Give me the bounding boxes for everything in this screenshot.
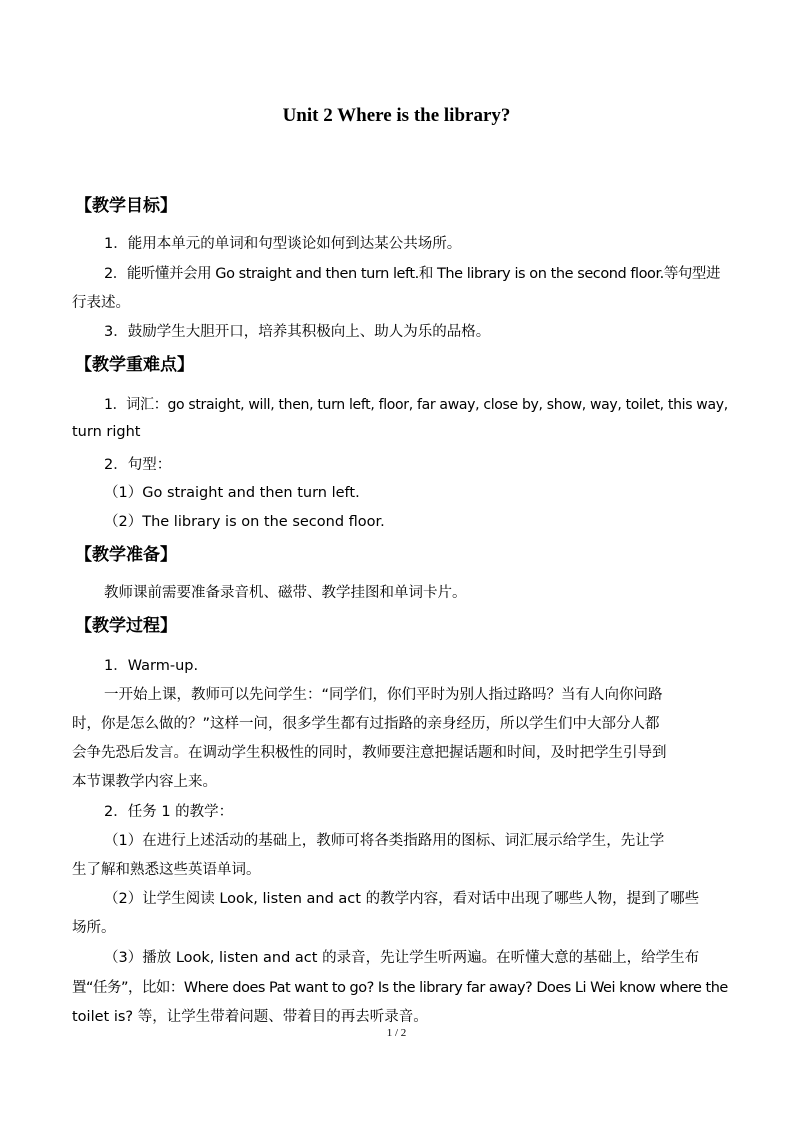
heading-process: 【教学过程】	[75, 616, 177, 636]
process-line-6: 2．任务 1 的教学：	[104, 804, 234, 820]
process-line-7: （1）在进行上述活动的基础上，教师可将各类指路用的图标、词汇展示给学生，先让学	[104, 833, 665, 849]
preparation-line-1: 教师课前需要准备录音机、磁带、教学挂图和单词卡片。	[104, 585, 467, 601]
heading-preparation: 【教学准备】	[75, 545, 177, 565]
heading-key-points: 【教学重难点】	[75, 355, 194, 375]
heading-objectives: 【教学目标】	[75, 196, 177, 216]
objectives-line-3: 行表述。	[72, 295, 130, 311]
key-points-line-5: （2）The library is on the second floor.	[104, 514, 385, 530]
objectives-line-4: 3．鼓励学生大胆开口，培养其积极向上、助人为乐的品格。	[104, 324, 491, 340]
key-points-line-1: 1．词汇：go straight, will, then, turn left, floor, far away, close by, show, way, toilet, this way,	[104, 397, 728, 413]
process-line-1: 1．Warm-up.	[104, 658, 199, 674]
process-line-13: toilet is? 等，让学生带着问题、带着目的再去听录音。	[72, 1009, 428, 1025]
process-line-10: 场所。	[72, 920, 116, 936]
process-line-11: （3）播放 Look, listen and act 的录音，先让学生听两遍。在听懂大意的基础上，给学生布	[104, 950, 700, 966]
process-line-9: （2）让学生阅读 Look, listen and act 的教学内容，看对话中出现了哪些人物，提到了哪些	[104, 891, 700, 907]
process-line-4: 会争先恐后发言。在调动学生积极性的同时，教师要注意把握话题和时间，及时把学生引导到	[72, 745, 667, 761]
process-line-12: 置“任务”，比如：Where does Pat want to go? Is the library far away? Does Li Wei know where the	[72, 980, 728, 996]
objectives-line-2: 2．能听懂并会用 Go straight and then turn left.和 The library is on the second floor.等句型进	[104, 266, 721, 282]
objectives-line-1: 1．能用本单元的单词和句型谈论如何到达某公共场所。	[104, 236, 462, 252]
page-number: 1 / 2	[386, 1027, 407, 1039]
process-line-2: 一开始上课，教师可以先问学生：“同学们，你们平时为别人指过路吗？当有人向你问路	[104, 687, 663, 703]
key-points-line-3: 2．句型：	[104, 457, 172, 473]
key-points-line-4: （1）Go straight and then turn left.	[104, 485, 360, 501]
process-line-3: 时，你是怎么做的？”这样一问，很多学生都有过指路的亲身经历，所以学生们中大部分人都	[72, 716, 660, 732]
document-title: Unit 2 Where is the library?	[282, 105, 511, 126]
key-points-line-2: turn right	[72, 424, 141, 440]
process-line-5: 本节课教学内容上来。	[72, 774, 217, 790]
process-line-8: 生了解和熟悉这些英语单词。	[72, 862, 261, 878]
